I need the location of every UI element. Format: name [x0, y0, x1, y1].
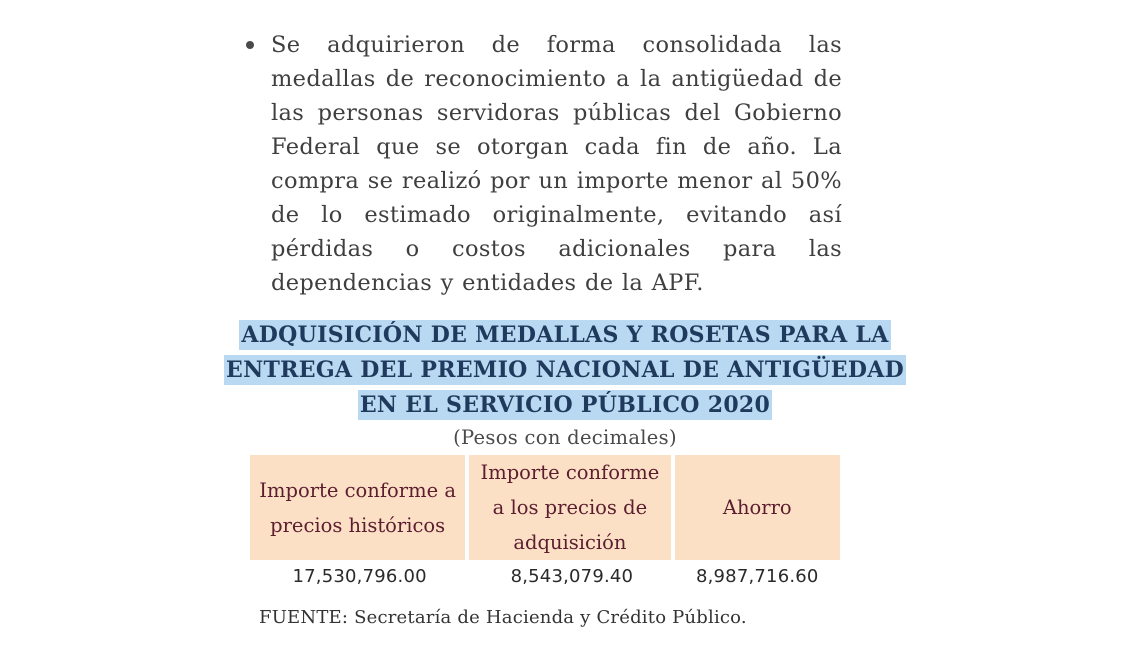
- table-row: [250, 566, 840, 587]
- source-note: FUENTE: Secretaría de Hacienda y Crédito Público.: [259, 607, 747, 628]
- cell-historic-amount: 17,530,796.00: [292, 566, 427, 587]
- column-header-historic-line-2: precios históricos: [270, 513, 446, 537]
- column-header-historic-line-1: Importe conforme a: [259, 478, 456, 502]
- column-header-historic: [250, 455, 465, 560]
- column-header-acquisition: [469, 455, 670, 560]
- table-header-row: [250, 455, 840, 560]
- table-title: [200, 318, 930, 423]
- table-subtitle: (Pesos con decimales): [453, 426, 677, 449]
- data-table: [250, 455, 840, 587]
- bullet-icon: [246, 41, 254, 49]
- title-line-3: EN EL SERVICIO PÚBLICO 2020: [359, 392, 771, 418]
- column-header-savings: [675, 455, 840, 560]
- title-line-2: ENTREGA DEL PREMIO NACIONAL DE ANTIGÜEDAD: [226, 357, 904, 383]
- column-header-savings-label: Ahorro: [722, 496, 792, 519]
- cell-savings-amount: 8,987,716.60: [695, 566, 819, 587]
- bullet-text: Se adquirieron de forma consolidada las medallas de reconocimiento a la antigüedad de las personas servidoras públicas del Gobierno Federal que se otorgan cada fin de año. La compra se realizó por un importe menor al 50% de lo estimado originalmente, evitando así pérdidas o costos adicionales para las dependencias y entidades de la APF.: [271, 32, 842, 296]
- cell-acquisition-amount: 8,543,079.40: [510, 566, 634, 587]
- column-header-acquisition-line-1: Importe conforme: [480, 461, 660, 484]
- column-header-acquisition-line-2: a los precios de: [492, 496, 648, 519]
- title-line-1: ADQUISICIÓN DE MEDALLAS Y ROSETAS PARA LA: [241, 322, 889, 348]
- column-header-acquisition-line-3: adquisición: [513, 531, 627, 554]
